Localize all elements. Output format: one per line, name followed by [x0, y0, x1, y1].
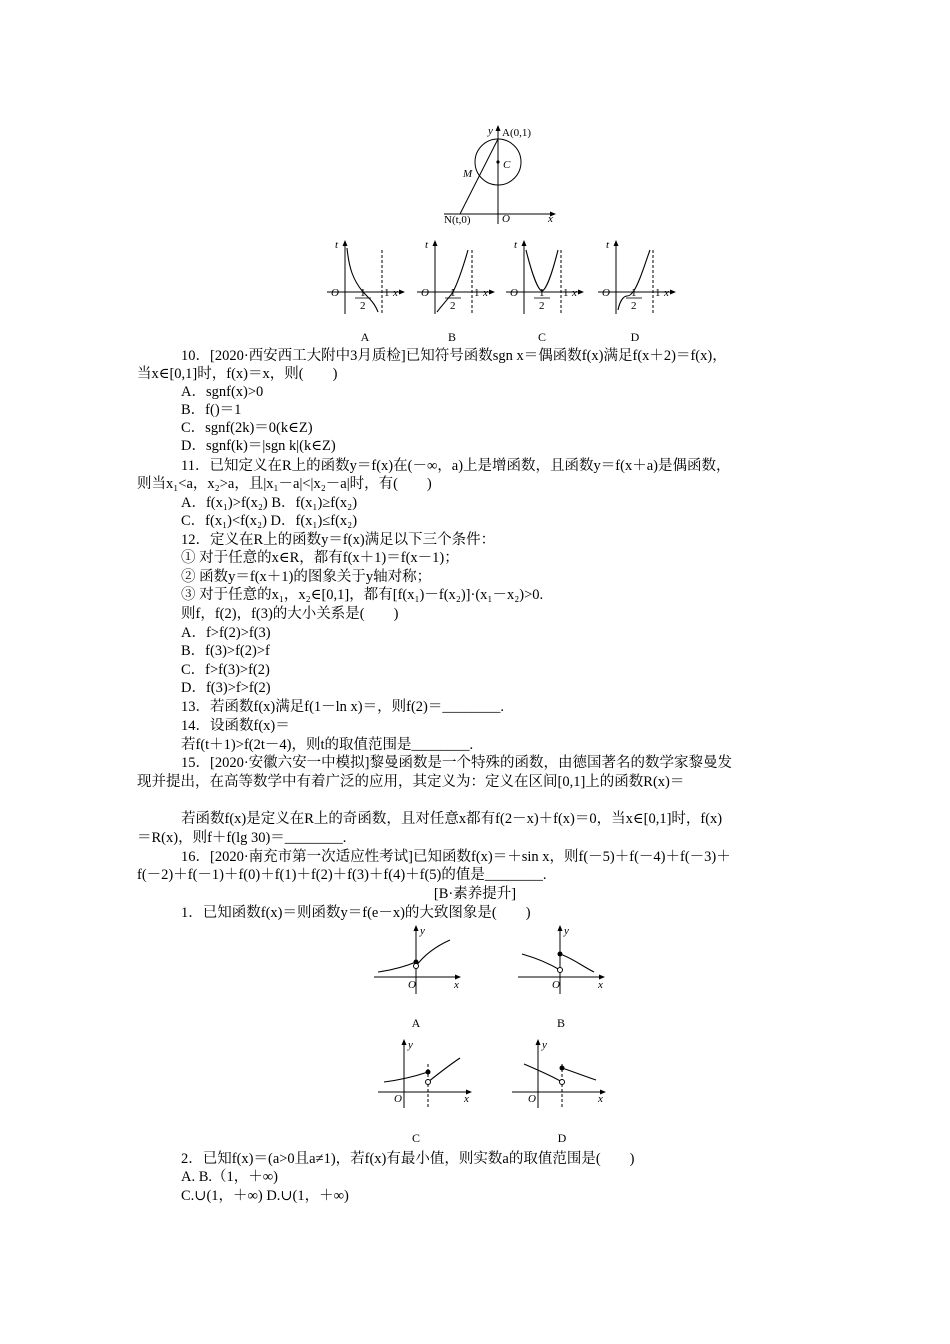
text-line: D．sgnf(k)＝|sgn k|(k∈Z) — [181, 438, 336, 454]
svg-text:1: 1 — [384, 287, 390, 299]
option-graph-a — [325, 238, 405, 316]
text-line: ① 对于任意的x∈R，都有f(x＋1)＝f(x－1)； — [181, 550, 459, 566]
text-line: 2．已知f(x)＝(a>0且a≠1)，若f(x)有最小值，则实数a的取值范围是( ) — [181, 1151, 635, 1167]
svg-text:O: O — [602, 287, 610, 299]
svg-text:x: x — [483, 287, 488, 299]
text-line: 现并提出，在高等数学中有着广泛的应用，其定义为：定义在区间[0,1]上的函数R(x)＝ — [137, 774, 685, 790]
text-line: 10．[2020·西安西工大附中3月质检]已知符号函数sgn x＝偶函数f(x)满足f(x＋2)＝f(x)， — [181, 348, 727, 364]
svg-text:t: t — [425, 239, 429, 251]
label-a: A(0,1) — [502, 127, 532, 139]
text-line: 14．设函数f(x)＝ — [181, 718, 290, 734]
label-x: x — [548, 213, 553, 225]
text-line: A．f>f(2)>f(3) — [181, 625, 271, 641]
svg-text:2: 2 — [450, 300, 456, 312]
svg-text:1: 1 — [655, 287, 661, 299]
svg-text:x: x — [572, 287, 577, 299]
text-line: ＝R(x)，则f＋f(lg 30)＝________. — [137, 830, 347, 846]
option-graph-b — [415, 238, 495, 316]
svg-text:O: O — [552, 979, 560, 991]
label-n: N(t,0) — [444, 214, 471, 226]
text-line: 15．[2020·安徽六安一中模拟]黎曼函数是一个特殊的函数，由德国著名的数学家黎曼发 — [181, 755, 732, 771]
svg-text:y: y — [542, 1039, 547, 1051]
svg-text:y: y — [408, 1039, 413, 1051]
option-caption: C — [537, 330, 546, 344]
svg-text:x: x — [664, 287, 669, 299]
svg-text:O: O — [394, 1093, 402, 1105]
option-caption: B — [447, 330, 456, 344]
text-line: B．f(3)>f(2)>f — [181, 643, 270, 659]
option-graph-d — [596, 238, 676, 316]
text-line: 1．已知函数f(x)＝则函数y＝f(e－x)的大致图象是( ) — [181, 905, 531, 921]
svg-text:t: t — [335, 239, 339, 251]
text-line: 若f(t＋1)>f(2t－4)，则t的取值范围是________. — [181, 737, 474, 753]
text-line: C．f(x₁)<f(x₂) D．f(x₁)≤f(x₂) — [181, 513, 358, 529]
b-graph-d — [510, 1036, 610, 1110]
svg-text:1: 1 — [539, 287, 545, 299]
option-caption: D — [630, 330, 640, 344]
option-graph-c — [504, 238, 584, 316]
text-line: 则f，f(2)，f(3)的大小关系是( ) — [181, 606, 399, 622]
svg-text:1: 1 — [474, 287, 480, 299]
text-line: 16．[2020·南充市第一次适应性考试]已知函数f(x)＝＋sin x，则f(－5)＋f(－4)＋f(－3)＋ — [181, 849, 731, 865]
text-line: A．sgnf(x)>0 — [181, 384, 264, 400]
svg-text:O: O — [510, 287, 518, 299]
svg-text:1: 1 — [450, 287, 456, 299]
b-graph-caption: A — [411, 1016, 421, 1030]
text-line: 则当x₁<a，x₂>a，且|x₁－a|<|x₂－a|时，有( ) — [137, 476, 432, 492]
text-line: ③ 对于任意的x₁，x₂∈[0,1]，都有[f(x₁)－f(x₂)]·(x₁－x₂)>0. — [181, 587, 544, 603]
label-y: y — [488, 125, 493, 137]
text-line: C.∪(1，＋∞) D.∪(1，＋∞) — [181, 1188, 349, 1204]
svg-text:1: 1 — [631, 287, 637, 299]
label-o: O — [502, 213, 510, 225]
svg-text:t: t — [606, 239, 610, 251]
svg-text:O: O — [528, 1093, 536, 1105]
b-graph-b — [516, 922, 608, 996]
text-line: D．f(3)>f>f(2) — [181, 680, 271, 696]
text-line: 11．已知定义在R上的函数y＝f(x)在(－∞，a)上是增函数，且函数y＝f(x＋a)是偶函数， — [181, 458, 731, 474]
svg-text:1: 1 — [360, 287, 366, 299]
svg-text:t: t — [514, 239, 518, 251]
text-line: A. B.（1，＋∞) — [181, 1169, 278, 1185]
svg-text:2: 2 — [631, 300, 637, 312]
text-line: A．f(x₁)>f(x₂) B．f(x₁)≥f(x₂) — [181, 495, 358, 511]
label-c: C — [503, 159, 511, 171]
svg-text:y: y — [564, 925, 569, 937]
b-graph-caption: C — [411, 1131, 420, 1145]
svg-text:2: 2 — [539, 300, 545, 312]
svg-text:x: x — [393, 287, 398, 299]
circle-figure — [440, 122, 570, 227]
svg-text:x: x — [464, 1093, 469, 1105]
text-line: 当x∈[0,1]时，f(x)＝x，则( ) — [137, 366, 338, 382]
label-m: M — [463, 168, 473, 180]
b-graph-caption: D — [557, 1131, 567, 1145]
text-line: f(－2)＋f(－1)＋f(0)＋f(1)＋f(2)＋f(3)＋f(4)＋f(5)的值是________. — [137, 867, 547, 883]
svg-text:1: 1 — [563, 287, 569, 299]
text-line: 若函数f(x)是定义在R上的奇函数，且对任意x都有f(2－x)＋f(x)＝0，当x∈[0,1]时，f(x) — [181, 811, 723, 827]
svg-text:x: x — [598, 979, 603, 991]
svg-text:O: O — [421, 287, 429, 299]
svg-text:y: y — [420, 925, 425, 937]
b-graph-a — [372, 922, 464, 996]
svg-text:x: x — [598, 1093, 603, 1105]
svg-text:O: O — [408, 979, 416, 991]
b-graph-c — [376, 1036, 476, 1110]
text-line: ② 函数y＝f(x＋1)的图象关于y轴对称； — [181, 569, 432, 585]
text-line: 12．定义在R上的函数y＝f(x)满足以下三个条件： — [181, 532, 496, 548]
option-caption: A — [360, 330, 370, 344]
svg-text:2: 2 — [360, 300, 366, 312]
svg-text:x: x — [454, 979, 459, 991]
text-line: B．f()＝1 — [181, 402, 242, 418]
text-line: C．sgnf(2k)＝0(k∈Z) — [181, 420, 313, 436]
section-heading: [B·素养提升] — [433, 886, 517, 902]
b-graph-caption: B — [556, 1016, 565, 1030]
text-line: C．f>f(3)>f(2) — [181, 662, 270, 678]
text-line: 13．若函数f(x)满足f(1－ln x)＝，则f(2)＝________. — [181, 699, 504, 715]
svg-text:O: O — [331, 287, 339, 299]
